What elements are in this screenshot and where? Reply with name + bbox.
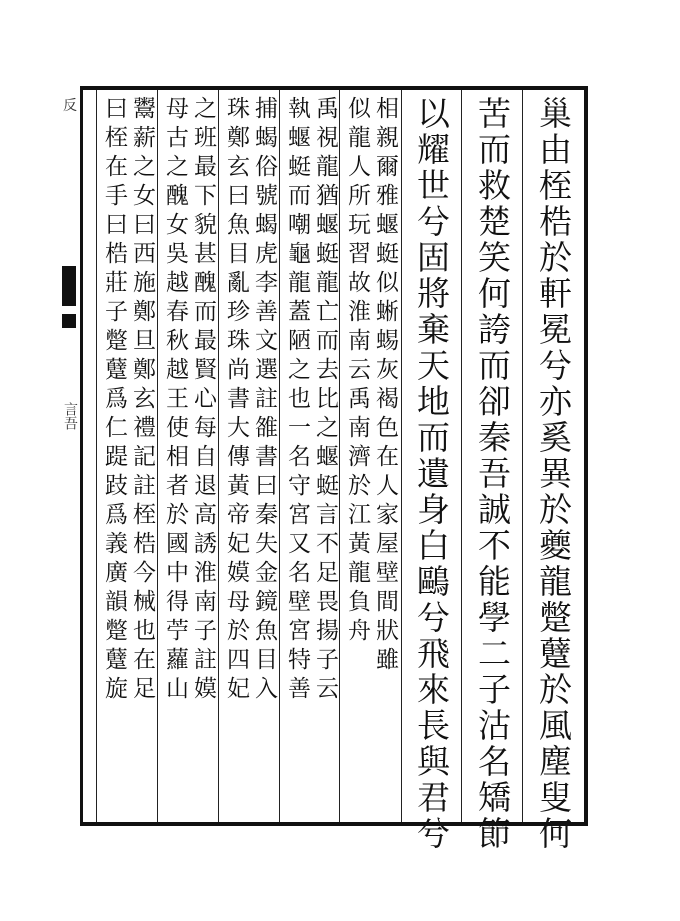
- text-column-3: 以耀世兮固將棄天地而遺身白鷗兮飛來長與君兮: [412, 96, 451, 852]
- margin-block-mark: [62, 266, 76, 306]
- frame-border-left: [80, 86, 83, 826]
- annotation-column-6: 珠鄭玄曰魚目亂珍珠尚書大傳黃帝妃嫫母於四妃: [223, 96, 249, 705]
- column-rule: [461, 90, 462, 822]
- text-column-2: 苦而救楚笑何誇而卻秦吾誠不能學二子沽名矯節: [473, 96, 512, 852]
- column-rule: [339, 90, 340, 822]
- annotation-column-4: 執蝘蜓而嘲龜龍蓋陋之也一名守宮又名壁宮特善: [284, 96, 310, 705]
- column-rule: [522, 90, 523, 822]
- annotation-column-3: 禹視龍猶蝘蜓龍亡而去比之蝘蜓言不足畏揚子云: [312, 96, 338, 705]
- column-rule: [96, 90, 97, 822]
- column-rule: [401, 90, 402, 822]
- annotation-column-10: 曰桎在手曰梏莊子蹩躠爲仁踶跂爲義廣韻蹩躠旋: [101, 96, 127, 705]
- annotation-column-2: 似龍人所玩習故淮南云禹南濟於江黃龍負舟: [344, 96, 370, 647]
- margin-block-mark: [62, 314, 76, 328]
- annotation-column-7: 之班最下貌甚醜而最賢心每自退高誘淮南子註嫫: [190, 96, 216, 705]
- annotation-column-1: 相親爾雅蝘蜓似蜥蜴灰褐色在人家屋壁間狀雖: [372, 96, 398, 676]
- column-rule: [157, 90, 158, 822]
- margin-gutter: [60, 86, 80, 826]
- margin-fragment-mid: 言吾: [62, 402, 78, 430]
- margin-fragment-top: 反: [63, 98, 77, 114]
- annotation-column-9: 鬻薪之女曰西施鄭旦鄭玄禮記註桎梏今械也在足: [129, 96, 155, 705]
- text-column-1: 巢由桎梏於軒冕兮亦奚異於夔龍蹩躠於風塵叟何: [534, 96, 573, 852]
- column-rule: [279, 90, 280, 822]
- annotation-column-8: 母古之醜女吳越春秋越王使相者於國中得苧蘿山: [162, 96, 188, 705]
- annotation-column-5: 捕蝎俗號蝎虎李善文選註雒書曰秦失金鏡魚目入: [251, 96, 277, 705]
- frame-border-right: [584, 86, 588, 826]
- column-rule: [218, 90, 219, 822]
